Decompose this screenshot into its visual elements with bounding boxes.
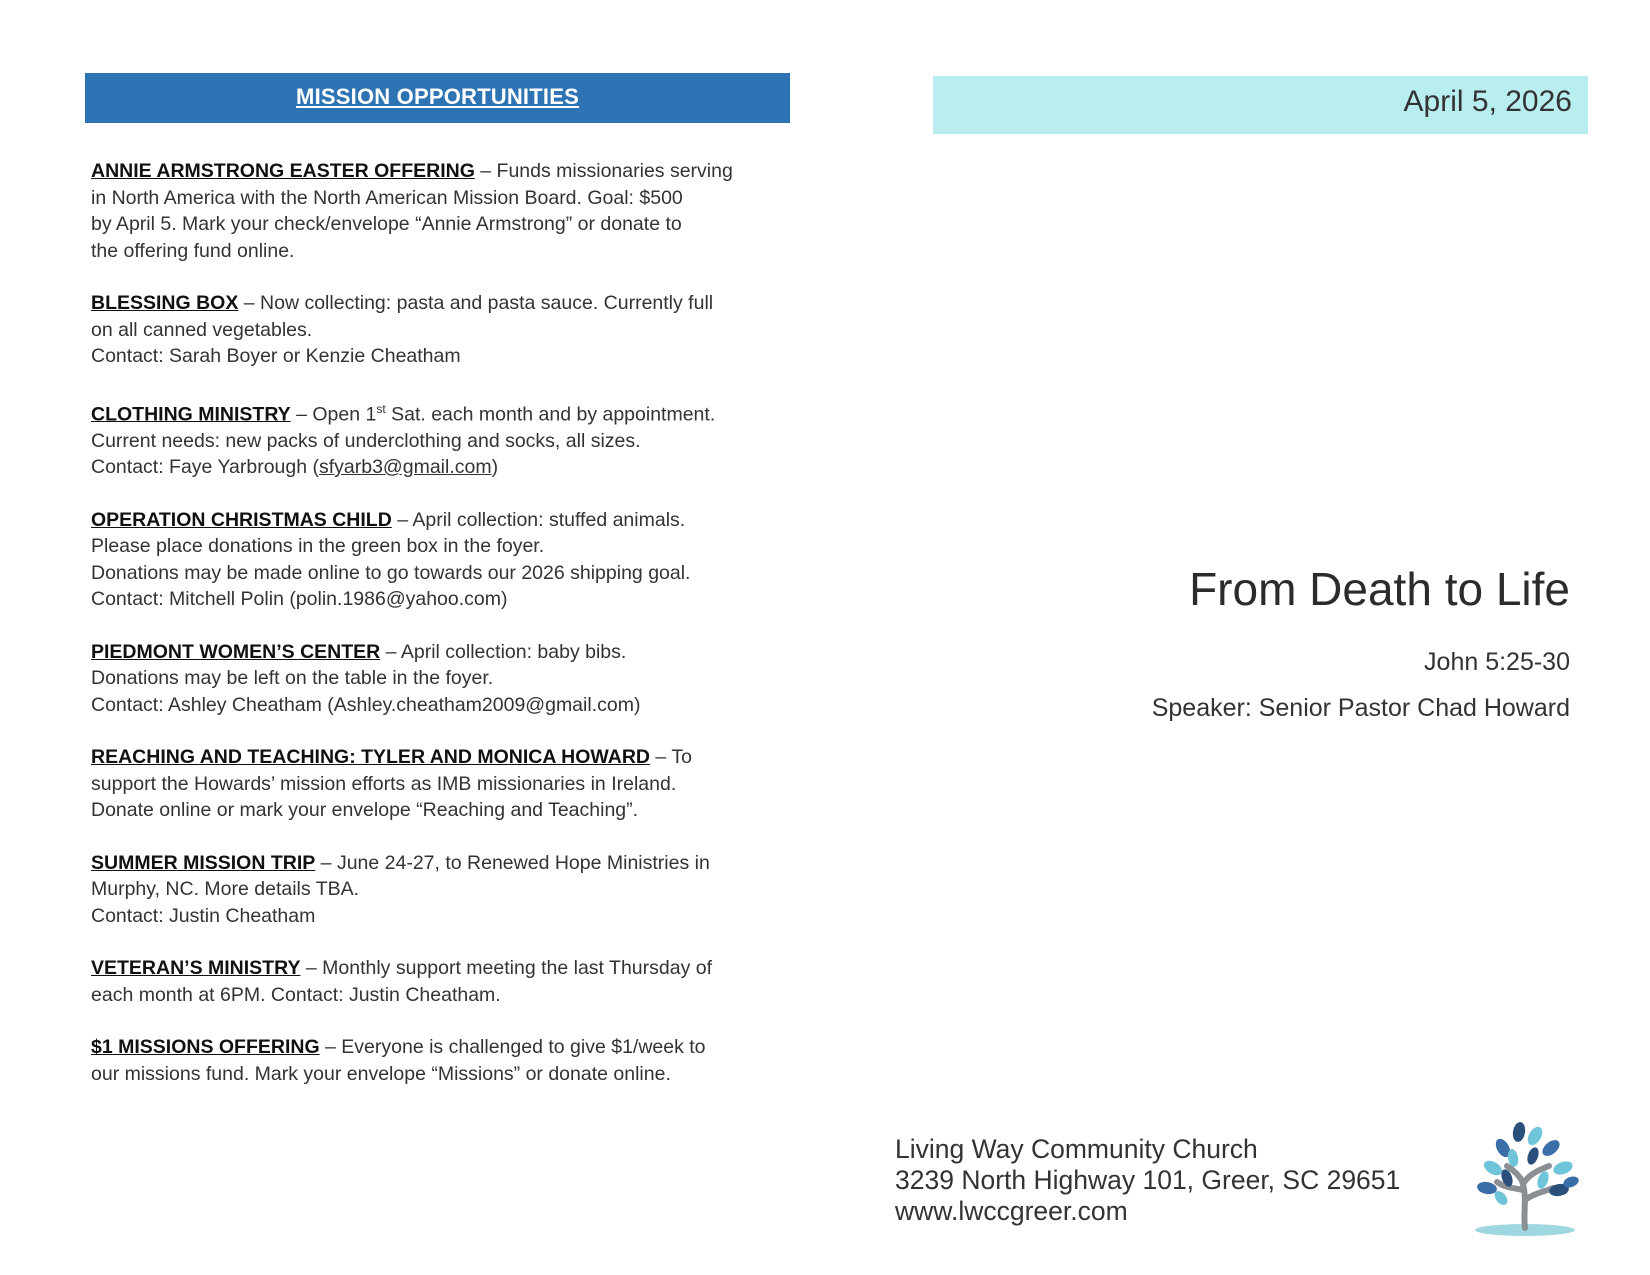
item-title: CLOTHING MINISTRY xyxy=(91,403,291,425)
item-title: PIEDMONT WOMEN’S CENTER xyxy=(91,640,381,663)
sermon-scripture: John 5:25-30 xyxy=(1424,648,1570,676)
item-title: $1 MISSIONS OFFERING xyxy=(91,1036,320,1058)
tree-logo-icon xyxy=(1473,1118,1583,1238)
mission-item-blessing-box: BLESSING BOX – Now collecting: pasta and pasta sauce. Currently full on all canned vegetables. Contact: Sarah Boyer or Kenzie Cheatham xyxy=(91,292,714,367)
sermon-title: From Death to Life xyxy=(1189,563,1570,615)
mission-item-annie-armstrong: ANNIE ARMSTRONG EASTER OFFERING – Funds missionaries serving in North America with the North American Mission Board. Goal: $500 by April 5. Mark your check/envelope “Annie Armstrong” or donate to the offering fund online. xyxy=(91,160,733,262)
mission-item-piedmont-womens-center: PIEDMONT WOMEN’S CENTER – April collection: baby bibs. Donations may be left on the table in the foyer. Contact: Ashley Cheatham (Ashley.cheatham2009@gmail.com) xyxy=(91,640,641,716)
email-link[interactable]: sfyarb3@gmail.com xyxy=(318,456,492,478)
left-panel xyxy=(85,73,790,1085)
service-date: April 5, 2026 xyxy=(1403,85,1572,118)
church-name: Living Way Community Church xyxy=(895,1134,1258,1164)
mission-header xyxy=(85,73,790,123)
mission-item-operation-christmas-child: OPERATION CHRISTMAS CHILD – April collection: stuffed animals. Please place donations in the green box in the foyer. Donations may be made online to go towards our 2026 shipping goal. Contact: Mitchell Polin (polin.1986@yahoo.com) xyxy=(91,508,691,610)
mission-list xyxy=(91,158,791,1113)
church-info xyxy=(895,1134,1400,1227)
item-title: OPERATION CHRISTMAS CHILD xyxy=(91,508,392,531)
item-title: SUMMER MISSION TRIP xyxy=(91,851,316,874)
church-address: 3239 North Highway 101, Greer, SC 29651 xyxy=(895,1165,1401,1195)
item-title: BLESSING BOX xyxy=(91,292,239,314)
mission-item-reaching-and-teaching: REACHING AND TEACHING: TYLER AND MONICA HOWARD – To support the Howards’ mission efforts as IMB missionaries in Ireland. Donate online or mark your envelope “Reaching and Teaching”. xyxy=(91,746,692,821)
church-website[interactable]: www.lwccgreer.com xyxy=(895,1196,1128,1226)
date-banner xyxy=(933,76,1588,134)
item-title: REACHING AND TEACHING: TYLER AND MONICA HOWARD xyxy=(91,746,650,768)
item-title: ANNIE ARMSTRONG EASTER OFFERING xyxy=(91,160,475,182)
mission-item-clothing-ministry: CLOTHING MINISTRY – Open 1st Sat. each month and by appointment. Current needs: new packs of underclothing and socks, all sizes. Contact: Faye Yarbrough (sfyarb3@gmail.com) xyxy=(91,401,716,478)
item-title: VETERAN’S MINISTRY xyxy=(91,957,301,979)
mission-item-veterans-ministry: VETERAN’S MINISTRY – Monthly support meeting the last Thursday of each month at 6PM. Contact: Justin Cheatham. xyxy=(91,957,712,1006)
logo-leaves xyxy=(1476,1121,1580,1207)
mission-header-title: MISSION OPPORTUNITIES xyxy=(296,84,579,109)
sermon-speaker: Speaker: Senior Pastor Chad Howard xyxy=(1151,694,1570,722)
mission-item-summer-mission-trip: SUMMER MISSION TRIP – June 24-27, to Renewed Hope Ministries in Murphy, NC. More details TBA. Contact: Justin Cheatham xyxy=(91,851,710,927)
mission-item-one-dollar-offering: $1 MISSIONS OFFERING – Everyone is challenged to give $1/week to our missions fund. Mark your envelope “Missions” or donate online. xyxy=(91,1036,706,1085)
